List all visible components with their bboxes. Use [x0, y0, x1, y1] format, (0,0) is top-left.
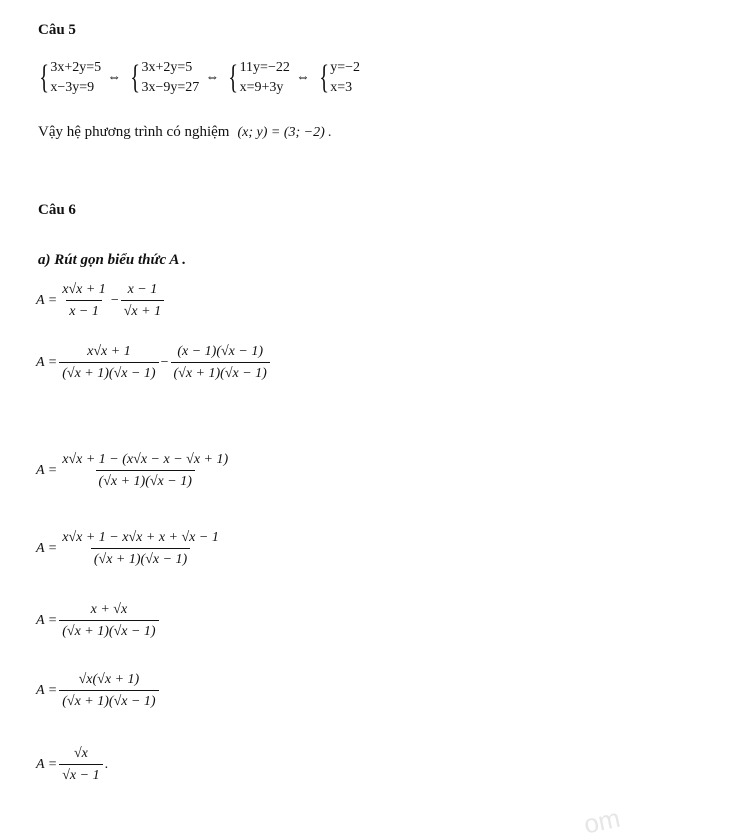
- denominator: (√x + 1)(√x − 1): [96, 470, 195, 490]
- equivalence-symbol: ⇔: [205, 70, 220, 85]
- system-2-eq-1: 3x+2y=5: [141, 60, 193, 75]
- numerator: x + √x: [90, 602, 128, 617]
- equivalence-symbol: ⇔: [295, 70, 310, 85]
- system-4: { y=−2 x=3: [319, 59, 360, 96]
- fraction: [59, 282, 109, 320]
- numerator: x√x + 1: [62, 282, 106, 297]
- fraction: [59, 746, 102, 784]
- fraction: [59, 602, 158, 640]
- numerator: (x − 1)(√x − 1): [177, 344, 263, 359]
- denominator: (√x + 1)(√x − 1): [59, 362, 158, 382]
- minus-sign: −: [110, 293, 119, 308]
- period: .: [104, 757, 109, 772]
- equivalence-symbol: ⇔: [107, 70, 122, 85]
- step-3: [36, 452, 233, 490]
- watermark: om: [581, 802, 623, 840]
- denominator: (√x + 1)(√x − 1): [59, 690, 158, 710]
- system-4-eq-1: y=−2: [330, 60, 360, 75]
- denominator: (√x + 1)(√x − 1): [91, 548, 190, 568]
- question-5-heading: Câu 5: [38, 22, 76, 38]
- fraction: [59, 344, 158, 382]
- lhs-A: A =: [36, 293, 58, 308]
- system-1: { 3x+2y=5 x−3y=9: [39, 59, 102, 96]
- numerator: √x(√x + 1): [78, 672, 140, 687]
- lhs-A: A =: [36, 683, 58, 698]
- step-5: [36, 602, 161, 640]
- fraction: [59, 452, 231, 490]
- denominator: √x − 1: [59, 764, 102, 784]
- fraction: [59, 672, 158, 710]
- conclusion-text: Vậy hệ phương trình có nghiệm: [38, 124, 230, 140]
- denominator: √x + 1: [121, 300, 164, 320]
- lhs-A: A =: [36, 613, 58, 628]
- numerator: √x: [73, 746, 88, 761]
- lhs-A: A =: [36, 355, 58, 370]
- step-4: [36, 530, 224, 568]
- denominator: (√x + 1)(√x − 1): [171, 362, 270, 382]
- step-1: [36, 282, 166, 320]
- numerator: x√x + 1 − (x√x − x − √x + 1): [62, 452, 229, 467]
- denominator: x − 1: [66, 300, 102, 320]
- conclusion-line: [38, 124, 332, 141]
- lhs-A: A =: [36, 757, 58, 772]
- part-a-heading: a) Rút gọn biểu thức A .: [38, 252, 187, 268]
- denominator: (√x + 1)(√x − 1): [59, 620, 158, 640]
- equation-system-chain: [36, 58, 360, 98]
- step-7-result: [36, 746, 108, 784]
- system-2: { 3x+2y=5 3x−9y=27: [130, 59, 200, 96]
- numerator: x − 1: [127, 282, 158, 297]
- fraction: [59, 530, 222, 568]
- lhs-A: A =: [36, 463, 58, 478]
- system-3-eq-2: x=9+3y: [239, 80, 284, 95]
- step-6: [36, 672, 161, 710]
- numerator: x√x + 1 − x√x + x + √x − 1: [62, 530, 219, 545]
- conclusion-solution: (x; y) = (3; −2) .: [237, 124, 332, 140]
- system-3-eq-1: 11y=−22: [239, 60, 290, 75]
- system-3: { 11y=−22 x=9+3y: [228, 59, 290, 96]
- system-1-eq-2: x−3y=9: [50, 80, 95, 95]
- question-6-heading: Câu 6: [38, 202, 76, 218]
- system-4-eq-2: x=3: [330, 80, 353, 95]
- system-2-eq-2: 3x−9y=27: [141, 80, 200, 95]
- fraction: [171, 344, 270, 382]
- minus-sign: −: [160, 355, 169, 370]
- numerator: x√x + 1: [87, 344, 131, 359]
- system-1-eq-1: 3x+2y=5: [50, 60, 102, 75]
- lhs-A: A =: [36, 541, 58, 556]
- step-2: [36, 344, 272, 382]
- fraction: [121, 282, 164, 320]
